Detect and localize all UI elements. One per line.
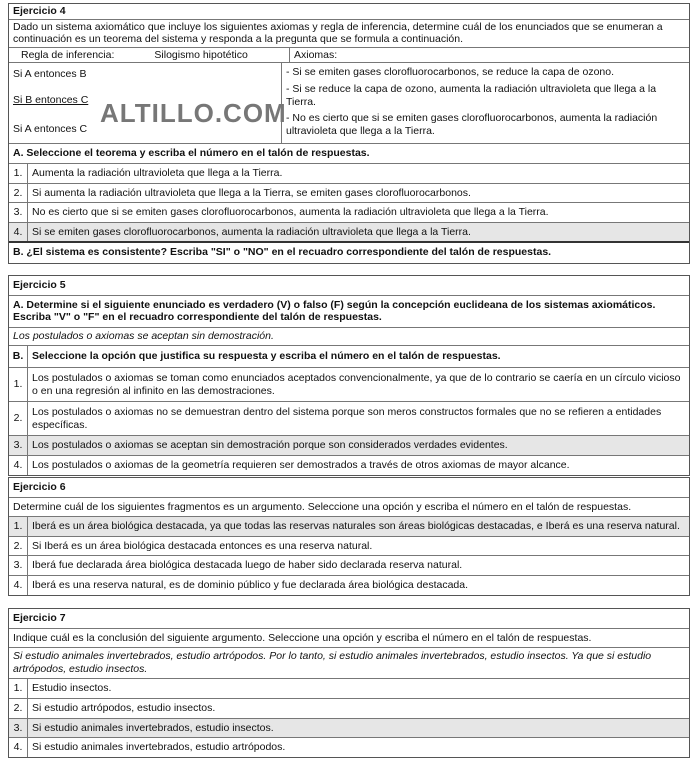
option-text: Si estudio artrópodos, estudio insectos. (32, 701, 216, 714)
option-row (9, 163, 689, 183)
option-number: 4. (9, 738, 28, 757)
option-number: 3. (9, 556, 28, 575)
axioma-1: - Si se emiten gases clorofluorocarbonos, se reduce la capa de ozono. (286, 66, 615, 79)
watermark: ALTILLO.COM (100, 98, 287, 128)
ejercicio-4-part-a: A. Seleccione el teorema y escriba el número en el talón de respuestas. (9, 143, 689, 163)
option-row (9, 698, 689, 718)
part-b-text: Seleccione la opción que justifica su respuesta y escriba el número en el talón de respuestas. (32, 350, 501, 363)
axioma-3: - No es cierto que si se emiten gases clorofluorocarbonos, aumenta la radiación ultravioleta que llega a la Tierra. (286, 112, 658, 137)
option-row (9, 536, 689, 556)
option-text: No es cierto que si se emiten gases clorofluorocarbonos, aumenta la radiación ultravioleta que llega a la Tierra. (32, 206, 549, 219)
option-text: Si aumenta la radiación ultravioleta que llega a la Tierra, se emiten gases clorofluorocarbonos. (32, 186, 471, 199)
regla-line-1: Si A entonces B (13, 68, 87, 81)
option-text: Estudio insectos. (32, 682, 112, 695)
option-number: 2. (9, 699, 28, 718)
option-number: 3. (9, 203, 28, 222)
option-number: 3. (9, 436, 28, 455)
option-text: Si Iberá es un área biológica destacada entonces es una reserva natural. (32, 539, 373, 552)
ejercicio-6-title: Ejercicio 6 (13, 481, 66, 493)
ejercicio-6 (8, 477, 690, 596)
ejercicio-5 (8, 275, 690, 476)
option-row (9, 202, 689, 222)
option-number: 3. (9, 719, 28, 738)
option-row (9, 455, 689, 475)
option-number: 1. (9, 368, 28, 401)
option-text: Si estudio animales invertebrados, estudio insectos. (32, 721, 274, 734)
option-number: 2. (9, 537, 28, 556)
option-text: Los postulados o axiomas no se demuestran dentro del sistema porque son meros constructos formales que no se refieren a entidades específicas. (32, 406, 662, 431)
option-text: Iberá fue declarada área biológica destacada luego de haber sido declarada reserva natural. (32, 559, 463, 572)
option-text: Los postulados o axiomas se aceptan sin demostración porque son considerados verdades evidentes. (32, 439, 508, 452)
option-row (9, 737, 689, 757)
option-number: 4. (9, 456, 28, 475)
ejercicio-7-argument: Si estudio animales invertebrados, estudio artrópodos. Por lo tanto, si estudio animales invertebrados, estudio insectos. Ya que si estudio artrópodos, estudio insectos. (9, 647, 689, 678)
ejercicio-4-title: Ejercicio 4 (13, 5, 66, 17)
option-text: Los postulados o axiomas se toman como enunciados aceptados convencionalmente, ya que de lo contrario se caería en un círculo vicioso o en una regresión al infinito en las demostraciones. (32, 371, 681, 397)
ejercicio-7-title: Ejercicio 7 (13, 612, 66, 624)
option-row (9, 555, 689, 575)
option-number: 1. (9, 679, 28, 698)
axioma-2: - Si se reduce la capa de ozono, aumenta la radiación ultravioleta que llega a la Tierra. (286, 82, 657, 108)
option-text: Iberá es una reserva natural, es de dominio público y fue declarada área biológica destacada. (32, 578, 469, 591)
option-row (9, 575, 689, 595)
option-row (9, 678, 689, 698)
part-b-label: B. (9, 346, 28, 367)
ejercicio-7-intro: Indique cuál es la conclusión del siguiente argumento. Seleccione una opción y escriba el número en el talón de respuestas. (9, 628, 689, 648)
regla-label: Regla de inferencia: (21, 48, 115, 61)
ejercicio-5-title: Ejercicio 5 (13, 279, 66, 291)
ejercicio-6-intro: Determine cuál de los siguientes fragmentos es un argumento. Seleccione una opción y escriba el número en el talón de respuestas. (9, 497, 689, 517)
axiomas-label: Axiomas: (294, 48, 338, 61)
option-number: 1. (9, 164, 28, 183)
option-number: 2. (9, 184, 28, 203)
option-row (9, 401, 689, 435)
option-number: 2. (9, 402, 28, 435)
ejercicio-5-part-b (9, 345, 689, 367)
ejercicio-5-part-a: A. Determine si el siguiente enunciado es verdadero (V) o falso (F) según la concepción euclideana de los sistemas axiomáticos. Escriba "V" o "F" en el recuadro correspondiente del talón de respuestas. (9, 295, 689, 327)
option-row-highlighted (9, 718, 689, 738)
option-row (9, 367, 689, 401)
option-row (9, 183, 689, 203)
option-text: Iberá es un área biológica destacada, ya que todas las reservas naturales son áreas biológicas destacadas, e Iberá es una reserva natural. (32, 520, 680, 533)
ejercicio-7 (8, 608, 690, 758)
regla-name: Silogismo hipotético (154, 48, 248, 61)
ejercicio-4-intro: Dado un sistema axiomático que incluye los siguientes axiomas y regla de inferencia, determine cuál de los enunciados que se enumeran a continuación es un teorema del sistema y responda a la pregunta que se formula a continuación. (9, 19, 689, 47)
option-text: Si estudio animales invertebrados, estudio artrópodos. (32, 741, 286, 754)
regla-line-2: Si B entonces C (13, 94, 89, 107)
option-row-highlighted (9, 435, 689, 455)
option-number: 1. (9, 517, 28, 536)
option-number: 4. (9, 576, 28, 595)
option-row-highlighted (9, 222, 689, 242)
axiom-header (9, 47, 689, 63)
option-number: 4. (9, 223, 28, 242)
option-text: Si se emiten gases clorofluorocarbonos, aumenta la radiación ultravioleta que llega a la Tierra. (32, 225, 471, 238)
ejercicio-4 (8, 3, 690, 264)
option-text: Aumenta la radiación ultravioleta que llega a la Tierra. (32, 166, 283, 179)
ejercicio-4-part-b: B. ¿El sistema es consistente? Escriba "SI" o "NO" en el recuadro correspondiente del talón de respuestas. (9, 241, 689, 263)
regla-line-3: Si A entonces C (13, 123, 88, 136)
option-text: Los postulados o axiomas de la geometría requieren ser demostrados a través de otros axiomas de mayor alcance. (32, 458, 570, 471)
ejercicio-5-statement: Los postulados o axiomas se aceptan sin demostración. (9, 327, 689, 346)
option-row-highlighted (9, 516, 689, 536)
